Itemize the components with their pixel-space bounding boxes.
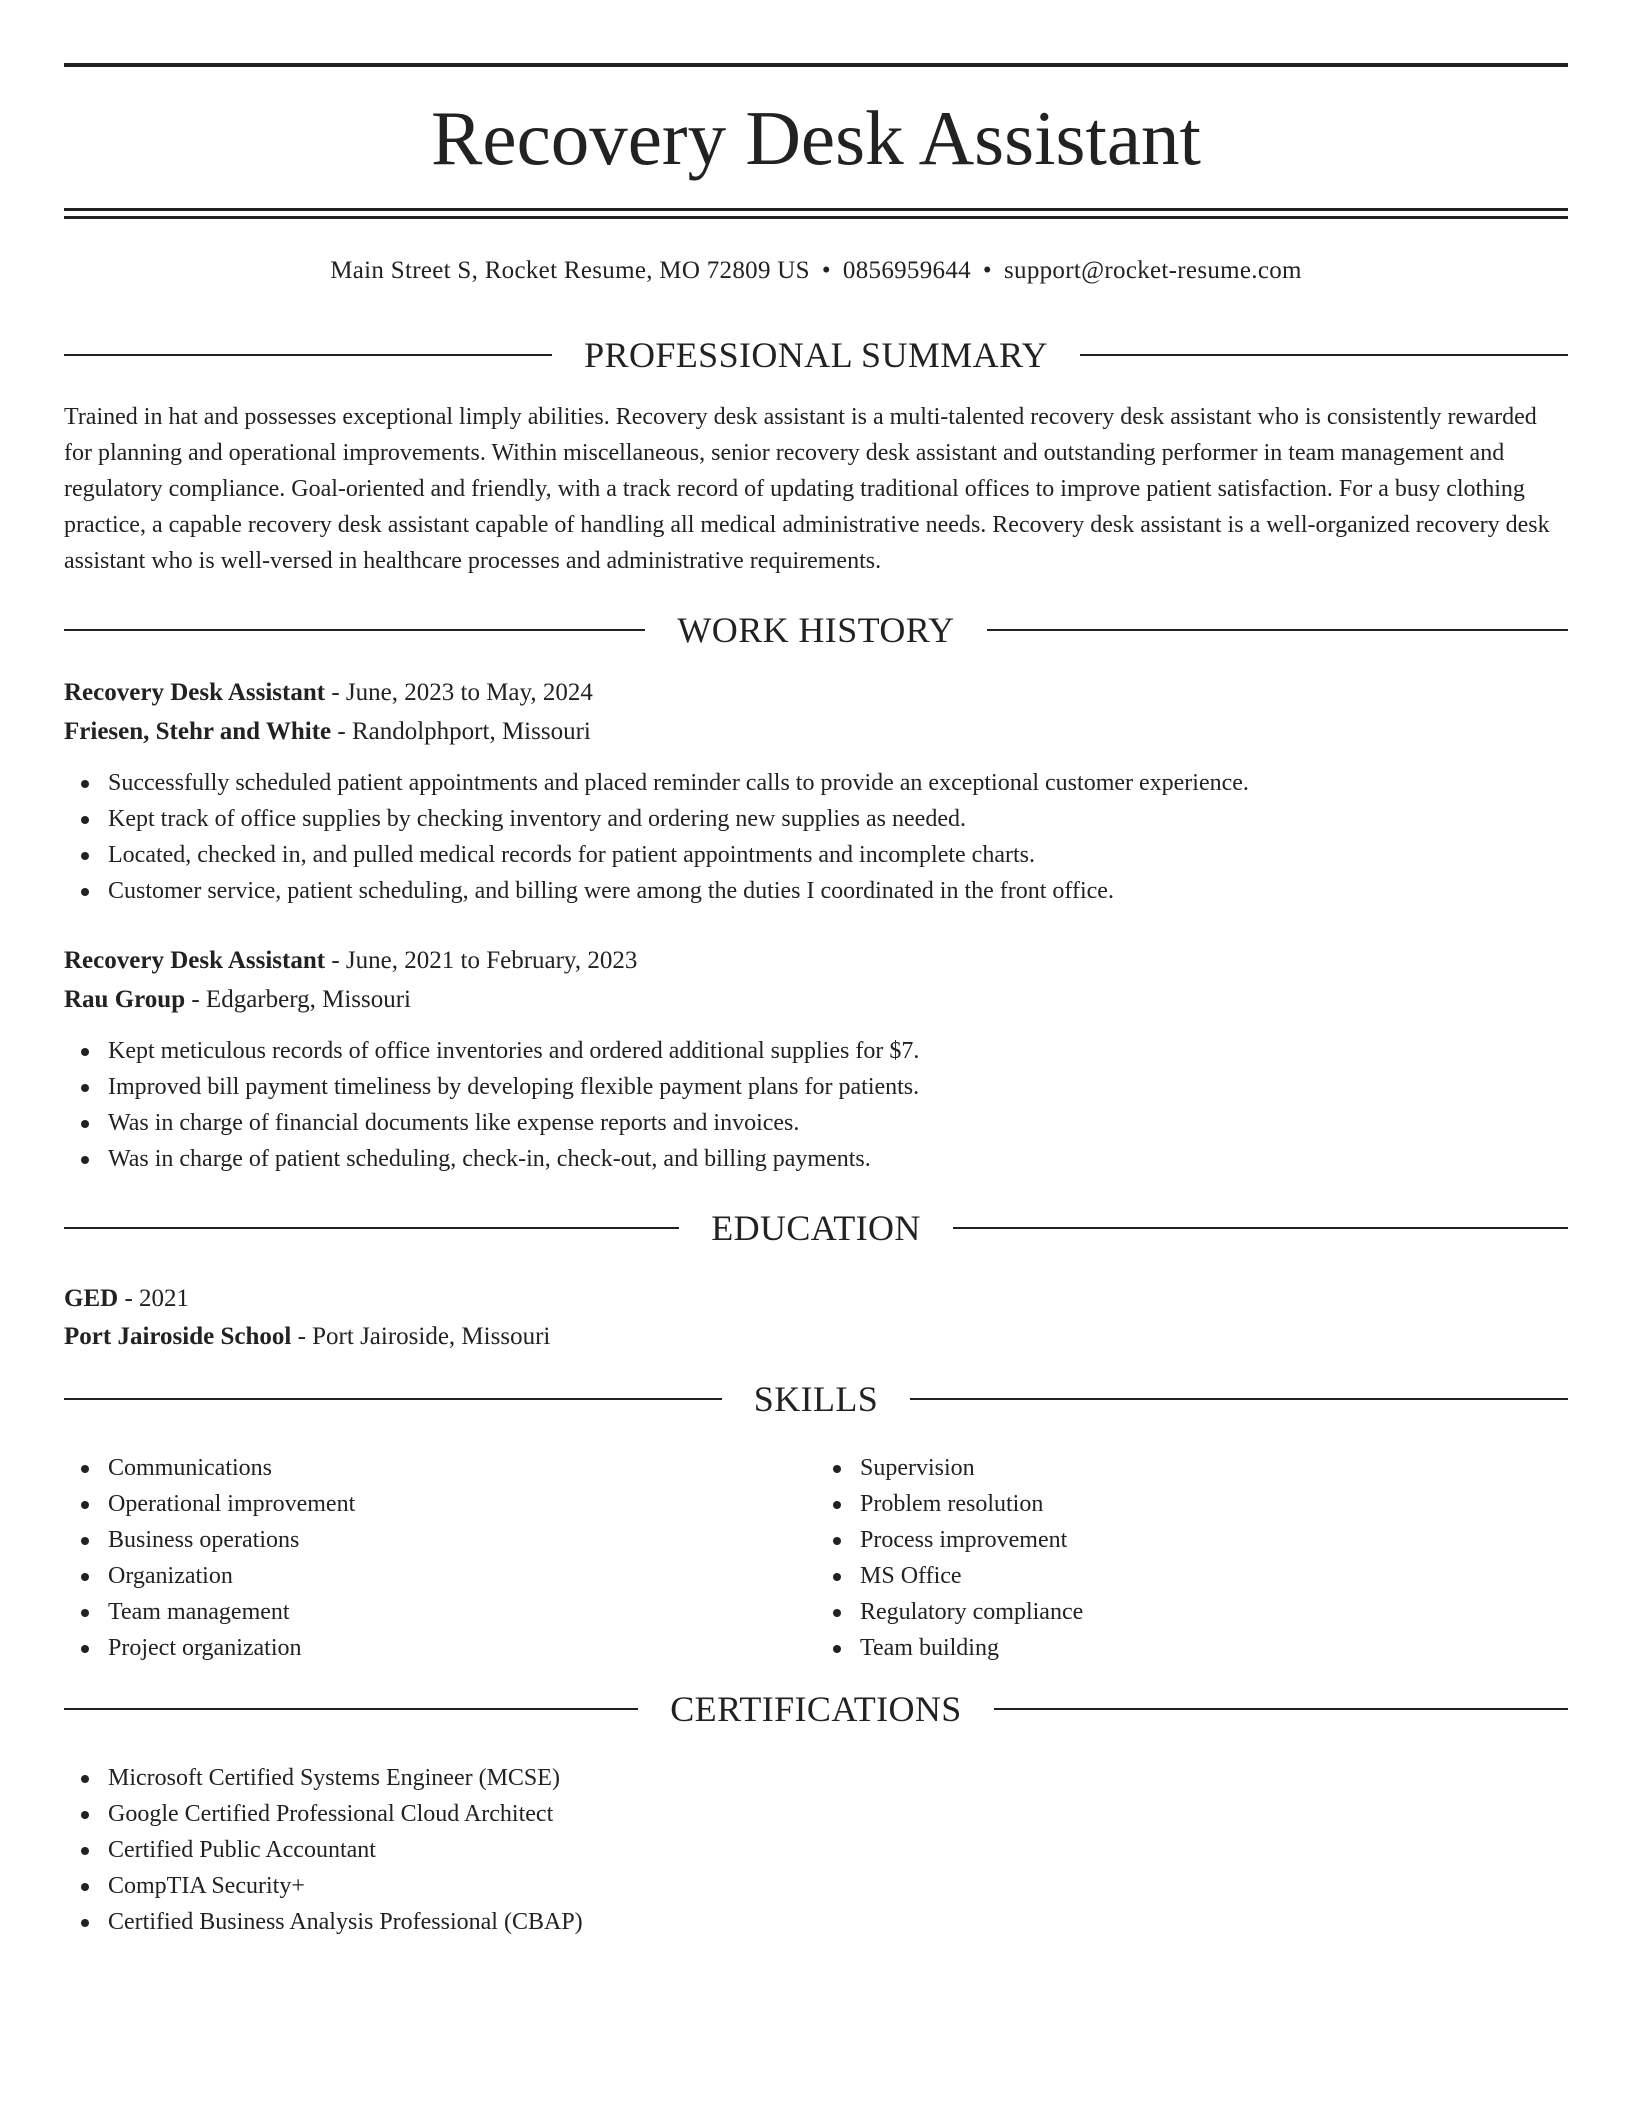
- certification-item: Certified Business Analysis Professional (CBAP): [64, 1904, 1568, 1940]
- skills-column-left: [64, 1450, 816, 1666]
- education-year: - 2021: [118, 1285, 190, 1312]
- top-rule: [64, 63, 1568, 67]
- job-title: Recovery Desk Assistant: [64, 947, 326, 974]
- job-company: Friesen, Stehr and White: [64, 718, 332, 745]
- certifications-items: [64, 1760, 1568, 1940]
- job-location: - Edgarberg, Missouri: [185, 986, 412, 1013]
- section-label: WORK HISTORY: [677, 610, 955, 650]
- contact-email: support@rocket-resume.com: [1003, 257, 1302, 284]
- contact-line: [64, 254, 1568, 288]
- skill-item: Operational improvement: [64, 1486, 816, 1522]
- section-rule: [64, 1398, 722, 1400]
- section-title-summary: [64, 333, 1568, 377]
- contact-address: Main Street S, Rocket Resume, MO 72809 US: [330, 257, 810, 284]
- skill-item: Process improvement: [816, 1522, 1568, 1558]
- section-title-education: [64, 1206, 1568, 1250]
- section-label: PROFESSIONAL SUMMARY: [584, 335, 1048, 375]
- section-rule: [64, 629, 645, 631]
- job-bullet: Successfully scheduled patient appointments and placed reminder calls to provide an exceptional customer experience.: [64, 765, 1568, 801]
- contact-separator: •: [821, 257, 831, 284]
- resume-name: Recovery Desk Assistant: [431, 95, 1201, 181]
- job-bullet: Kept meticulous records of office inventories and ordered additional supplies for $7.: [64, 1033, 1568, 1069]
- skill-item: Project organization: [64, 1630, 816, 1666]
- job-location: - Randolphport, Missouri: [331, 718, 591, 745]
- job-dates: - June, 2021 to February, 2023: [325, 947, 638, 974]
- job-bullet: Was in charge of financial documents like expense reports and invoices.: [64, 1105, 1568, 1141]
- job-company-line: [64, 712, 1568, 751]
- education-entry: [64, 1280, 1568, 1356]
- education-school-line: [64, 1318, 1568, 1356]
- education-degree: GED: [64, 1285, 119, 1312]
- section-rule: [64, 354, 552, 356]
- skill-item: Problem resolution: [816, 1486, 1568, 1522]
- job-dates: - June, 2023 to May, 2024: [325, 679, 593, 706]
- section-rule: [1080, 354, 1568, 356]
- skill-item: Team building: [816, 1630, 1568, 1666]
- education-school: Port Jairoside School: [64, 1323, 292, 1350]
- job-title-line: [64, 941, 1568, 980]
- section-rule: [953, 1227, 1568, 1229]
- skill-item: Supervision: [816, 1450, 1568, 1486]
- header-rule-lower: [64, 216, 1568, 219]
- job-company: Rau Group: [64, 986, 186, 1013]
- job-company-line: [64, 980, 1568, 1019]
- skills-column-right: [816, 1450, 1568, 1666]
- job-bullet: Located, checked in, and pulled medical records for patient appointments and incomplete charts.: [64, 837, 1568, 873]
- section-title-skills: [64, 1377, 1568, 1421]
- job-bullet: Was in charge of patient scheduling, check-in, check-out, and billing payments.: [64, 1141, 1568, 1177]
- skills-list: [64, 1450, 1568, 1666]
- skill-item: Organization: [64, 1558, 816, 1594]
- skill-item: Team management: [64, 1594, 816, 1630]
- education-degree-line: [64, 1280, 1568, 1318]
- section-rule: [64, 1708, 638, 1710]
- contact-phone: 0856959644: [842, 257, 971, 284]
- certification-item: Google Certified Professional Cloud Architect: [64, 1796, 1568, 1832]
- education-location: - Port Jairoside, Missouri: [291, 1323, 551, 1350]
- job-bullet: Improved bill payment timeliness by developing flexible payment plans for patients.: [64, 1069, 1568, 1105]
- certification-item: Microsoft Certified Systems Engineer (MCSE): [64, 1760, 1568, 1796]
- section-title-certifications: [64, 1687, 1568, 1731]
- job-bullet: Customer service, patient scheduling, and billing were among the duties I coordinated in the front office.: [64, 873, 1568, 909]
- certification-item: CompTIA Security+: [64, 1868, 1568, 1904]
- job-title-line: [64, 673, 1568, 712]
- header-rule-upper: [64, 208, 1568, 211]
- section-rule: [987, 629, 1568, 631]
- section-rule: [994, 1708, 1568, 1710]
- certification-item: Certified Public Accountant: [64, 1832, 1568, 1868]
- job-bullets: [64, 1033, 1568, 1177]
- section-rule: [64, 1227, 679, 1229]
- job-entry: [64, 673, 1568, 909]
- skill-item: Business operations: [64, 1522, 816, 1558]
- skill-item: MS Office: [816, 1558, 1568, 1594]
- section-rule: [910, 1398, 1568, 1400]
- section-label: EDUCATION: [711, 1208, 921, 1248]
- job-bullets: [64, 765, 1568, 909]
- summary-text: Trained in hat and possesses exceptional limply abilities. Recovery desk assistant is a multi-talented recovery desk assistant who is consistently rewarded for planning and operational improvements. Within miscellaneous, senior recovery desk assistant and outstanding performer in team management and regulatory compliance. Goal-oriented and friendly, with a track record of updating traditional offices to improve patient satisfaction. For a busy clothing practice, a capable recovery desk assistant capable of handling all medical administrative needs. Recovery desk assistant is a well-organized recovery desk assistant who is well-versed in healthcare processes and administrative requirements.: [64, 404, 1550, 574]
- job-title: Recovery Desk Assistant: [64, 679, 326, 706]
- job-entry: [64, 941, 1568, 1177]
- skill-item: Regulatory compliance: [816, 1594, 1568, 1630]
- certifications-list: [64, 1760, 1568, 1940]
- skill-item: Communications: [64, 1450, 816, 1486]
- section-title-work-history: [64, 608, 1568, 652]
- section-label: SKILLS: [753, 1379, 879, 1419]
- contact-separator: •: [982, 257, 992, 284]
- section-label: CERTIFICATIONS: [670, 1689, 962, 1729]
- job-bullet: Kept track of office supplies by checking inventory and ordering new supplies as needed.: [64, 801, 1568, 837]
